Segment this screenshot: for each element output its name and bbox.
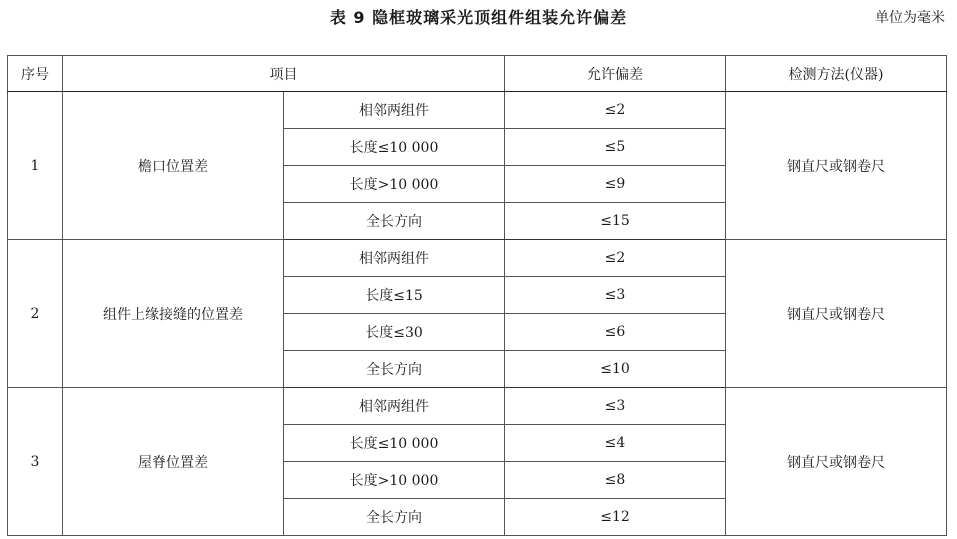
sub-item: 长度>10 000: [284, 166, 505, 203]
group-item: 屋脊位置差: [63, 388, 284, 536]
tolerance-value: ≤12: [505, 499, 726, 536]
header-item: 项目: [63, 56, 505, 92]
sub-item: 相邻两组件: [284, 388, 505, 425]
sub-item: 相邻两组件: [284, 240, 505, 277]
tolerance-value: ≤2: [505, 92, 726, 129]
header-row: [8, 56, 947, 92]
sub-item: 长度≤10 000: [284, 129, 505, 166]
group-item: 檐口位置差: [63, 92, 284, 240]
table-row: [8, 388, 947, 425]
table-row: [8, 240, 947, 277]
sub-item: 全长方向: [284, 203, 505, 240]
tolerance-value: ≤6: [505, 314, 726, 351]
sub-item: 相邻两组件: [284, 92, 505, 129]
group-method: 钢直尺或钢卷尺: [726, 240, 947, 388]
unit-note: 单位为毫米: [875, 10, 945, 26]
sub-item: 长度≤15: [284, 277, 505, 314]
header-method: 检测方法(仪器): [726, 56, 947, 92]
tolerance-value: ≤15: [505, 203, 726, 240]
header-tolerance: 允许偏差: [505, 56, 726, 92]
tolerance-value: ≤8: [505, 462, 726, 499]
tolerance-value: ≤2: [505, 240, 726, 277]
tolerance-value: ≤5: [505, 129, 726, 166]
tolerance-value: ≤4: [505, 425, 726, 462]
tolerance-value: ≤10: [505, 351, 726, 388]
table-title: 表 9 隐框玻璃采光顶组件组装允许偏差: [329, 8, 628, 27]
tolerance-value: ≤3: [505, 277, 726, 314]
table-row: [8, 92, 947, 129]
group-method: 钢直尺或钢卷尺: [726, 388, 947, 536]
group-method: 钢直尺或钢卷尺: [726, 92, 947, 240]
sub-item: 长度>10 000: [284, 462, 505, 499]
sub-item: 长度≤30: [284, 314, 505, 351]
sub-item: 全长方向: [284, 499, 505, 536]
tolerance-table: [7, 55, 947, 536]
group-index: 3: [8, 388, 63, 536]
group-index: 1: [8, 92, 63, 240]
tolerance-value: ≤9: [505, 166, 726, 203]
sub-item: 长度≤10 000: [284, 425, 505, 462]
header-index: 序号: [8, 56, 63, 92]
tolerance-value: ≤3: [505, 388, 726, 425]
sub-item: 全长方向: [284, 351, 505, 388]
group-index: 2: [8, 240, 63, 388]
group-item: 组件上缘接缝的位置差: [63, 240, 284, 388]
